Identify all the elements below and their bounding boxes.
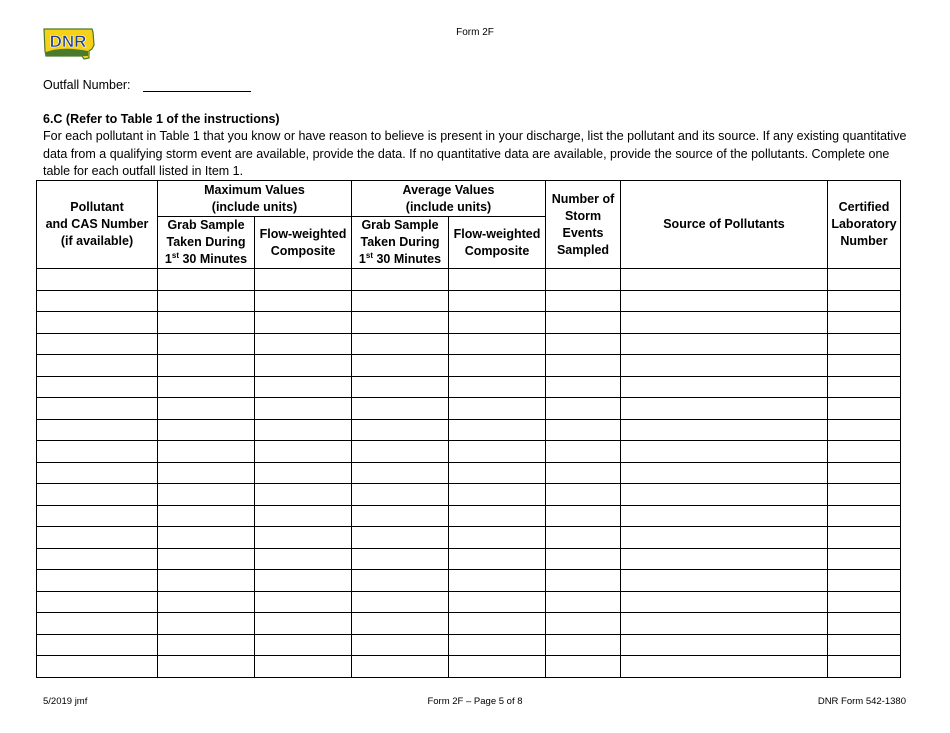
table-cell[interactable]: [828, 398, 901, 420]
table-cell[interactable]: [37, 355, 158, 377]
max-grab-rest: 30 Minutes: [179, 252, 248, 266]
table-cell[interactable]: [828, 419, 901, 441]
table-cell[interactable]: [546, 634, 621, 656]
table-cell[interactable]: [449, 333, 546, 355]
table-cell[interactable]: [352, 634, 449, 656]
table-cell[interactable]: [37, 376, 158, 398]
table-cell[interactable]: [449, 312, 546, 334]
max-grab-line3: [158, 251, 254, 268]
pollutant-table: [36, 180, 901, 678]
header-maximum-values: [158, 181, 352, 217]
table-cell[interactable]: [621, 419, 828, 441]
table-cell[interactable]: [37, 333, 158, 355]
logo-text: DNR: [49, 32, 87, 51]
table-cell[interactable]: [352, 570, 449, 592]
table-row: [37, 290, 901, 312]
table-cell[interactable]: [828, 548, 901, 570]
table-cell[interactable]: [255, 355, 352, 377]
header-storm-line3: Events: [562, 225, 604, 240]
table-cell[interactable]: [255, 613, 352, 635]
table-cell[interactable]: [255, 290, 352, 312]
table-cell[interactable]: [546, 269, 621, 291]
header-lab-line2: Laboratory: [831, 217, 897, 231]
table-cell[interactable]: [546, 376, 621, 398]
max-grab-line1: Grab Sample: [167, 218, 245, 232]
table-cell[interactable]: [621, 505, 828, 527]
table-cell[interactable]: [37, 656, 158, 678]
header-storm-line4: Sampled: [556, 242, 610, 257]
table-cell[interactable]: [828, 269, 901, 291]
table-cell[interactable]: [352, 613, 449, 635]
table-cell[interactable]: [158, 484, 255, 506]
table-row: [37, 441, 901, 463]
table-cell[interactable]: [352, 398, 449, 420]
form-title: Form 2F: [456, 27, 494, 38]
table-cell[interactable]: [828, 484, 901, 506]
max-grab-line2: Taken During: [166, 235, 246, 249]
table-cell[interactable]: [449, 634, 546, 656]
table-cell[interactable]: [546, 312, 621, 334]
table-cell[interactable]: [158, 613, 255, 635]
table-cell[interactable]: [37, 505, 158, 527]
table-cell[interactable]: [546, 570, 621, 592]
table-cell[interactable]: [828, 613, 901, 635]
table-cell[interactable]: [255, 333, 352, 355]
header-maximum-values-line1: Maximum Values: [204, 182, 305, 197]
table-cell[interactable]: [449, 419, 546, 441]
table-cell[interactable]: [449, 505, 546, 527]
max-grab-num: 1: [164, 252, 172, 266]
section-heading: 6.C (Refer to Table 1 of the instructions): [43, 112, 280, 126]
avg-grab-sup: st: [365, 250, 373, 260]
table-cell[interactable]: [158, 312, 255, 334]
table-cell[interactable]: [621, 290, 828, 312]
table-cell[interactable]: [546, 484, 621, 506]
table-cell[interactable]: [158, 376, 255, 398]
table-cell[interactable]: [621, 484, 828, 506]
avg-grab-line2: Taken During: [360, 235, 440, 249]
table-cell[interactable]: [255, 634, 352, 656]
table-cell[interactable]: [828, 505, 901, 527]
table-cell[interactable]: [255, 548, 352, 570]
table-cell[interactable]: [352, 548, 449, 570]
table-cell[interactable]: [158, 656, 255, 678]
table-cell[interactable]: [546, 355, 621, 377]
table-cell[interactable]: [449, 290, 546, 312]
table-cell[interactable]: [352, 376, 449, 398]
table-cell[interactable]: [621, 570, 828, 592]
header-pollutant-line3: (if available): [60, 234, 134, 248]
table-row: [37, 570, 901, 592]
footer-page-number: Form 2F – Page 5 of 8: [427, 696, 523, 707]
table-cell[interactable]: [37, 613, 158, 635]
table-cell[interactable]: [546, 527, 621, 549]
table-row: [37, 656, 901, 678]
header-pollutant-line2: and CAS Number: [45, 217, 149, 231]
outfall-number-row: [43, 77, 251, 92]
table-row: [37, 527, 901, 549]
max-flow-line1: Flow-weighted: [259, 226, 347, 241]
table-cell[interactable]: [352, 419, 449, 441]
header-average-values-line2: (include units): [405, 199, 492, 214]
avg-grab-num: 1: [358, 252, 366, 266]
table-cell[interactable]: [449, 527, 546, 549]
table-cell[interactable]: [621, 398, 828, 420]
table-cell[interactable]: [37, 570, 158, 592]
table-cell[interactable]: [255, 656, 352, 678]
table-cell[interactable]: [621, 591, 828, 613]
table-cell[interactable]: [828, 333, 901, 355]
table-cell[interactable]: [37, 634, 158, 656]
table-cell[interactable]: [158, 591, 255, 613]
table-row: [37, 333, 901, 355]
table-cell[interactable]: [546, 441, 621, 463]
table-cell[interactable]: [828, 376, 901, 398]
table-cell[interactable]: [546, 548, 621, 570]
table-cell[interactable]: [621, 634, 828, 656]
table-cell[interactable]: [255, 462, 352, 484]
table-cell[interactable]: [352, 312, 449, 334]
max-grab-sup: st: [171, 250, 179, 260]
table-cell[interactable]: [621, 355, 828, 377]
table-cell[interactable]: [255, 312, 352, 334]
table-cell[interactable]: [352, 355, 449, 377]
table-cell[interactable]: [255, 591, 352, 613]
table-cell[interactable]: [255, 269, 352, 291]
table-cell[interactable]: [449, 462, 546, 484]
table-cell[interactable]: [828, 570, 901, 592]
header-certified-lab: [828, 181, 901, 269]
table-cell[interactable]: [158, 634, 255, 656]
table-cell[interactable]: [37, 462, 158, 484]
table-cell[interactable]: [255, 505, 352, 527]
header-avg-flow-weighted: [449, 217, 546, 269]
table-cell[interactable]: [37, 269, 158, 291]
table-cell[interactable]: [621, 613, 828, 635]
table-cell[interactable]: [546, 591, 621, 613]
table-cell[interactable]: [828, 462, 901, 484]
table-cell[interactable]: [546, 333, 621, 355]
table-cell[interactable]: [449, 355, 546, 377]
table-cell[interactable]: [352, 505, 449, 527]
header-max-grab-sample: [158, 217, 255, 269]
table-cell[interactable]: [158, 419, 255, 441]
table-cell[interactable]: [37, 419, 158, 441]
table-row: [37, 269, 901, 291]
table-cell[interactable]: [352, 290, 449, 312]
table-cell[interactable]: [352, 269, 449, 291]
header-pollutant-line1: Pollutant: [70, 200, 124, 214]
table-cell[interactable]: [352, 441, 449, 463]
table-row: [37, 634, 901, 656]
table-row: [37, 355, 901, 377]
table-cell[interactable]: [449, 591, 546, 613]
table-row: [37, 376, 901, 398]
table-cell[interactable]: [352, 484, 449, 506]
table-cell[interactable]: [255, 527, 352, 549]
header-average-values: [352, 181, 546, 217]
table-cell[interactable]: [621, 441, 828, 463]
table-row: [37, 591, 901, 613]
footer-date: 5/2019 jmf: [43, 696, 88, 707]
table-row: [37, 419, 901, 441]
table-cell[interactable]: [158, 462, 255, 484]
table-cell[interactable]: [352, 333, 449, 355]
table-cell[interactable]: [449, 441, 546, 463]
table-cell[interactable]: [255, 419, 352, 441]
table-cell[interactable]: [449, 398, 546, 420]
table-cell[interactable]: [255, 484, 352, 506]
table-cell[interactable]: [37, 591, 158, 613]
table-cell[interactable]: [352, 591, 449, 613]
table-cell[interactable]: [158, 505, 255, 527]
table-cell[interactable]: [546, 419, 621, 441]
table-cell[interactable]: [352, 462, 449, 484]
table-cell[interactable]: [621, 527, 828, 549]
table-row: [37, 312, 901, 334]
avg-grab-line1: Grab Sample: [361, 218, 439, 232]
table-row: [37, 548, 901, 570]
table-cell[interactable]: [546, 462, 621, 484]
table-cell[interactable]: [255, 570, 352, 592]
table-cell[interactable]: [621, 376, 828, 398]
header-avg-grab-sample: [352, 217, 449, 269]
table-cell[interactable]: [37, 441, 158, 463]
table-cell[interactable]: [546, 398, 621, 420]
table-cell[interactable]: [158, 527, 255, 549]
table-cell[interactable]: [158, 570, 255, 592]
table-row: [37, 505, 901, 527]
table-cell[interactable]: [158, 398, 255, 420]
table-cell[interactable]: [37, 548, 158, 570]
table-cell[interactable]: [828, 527, 901, 549]
footer-form-number: DNR Form 542-1380: [817, 696, 906, 707]
table-row: [37, 462, 901, 484]
table-cell[interactable]: [37, 290, 158, 312]
table-cell[interactable]: [546, 505, 621, 527]
header-storm-line2: Storm: [564, 208, 602, 223]
table-cell[interactable]: [158, 269, 255, 291]
avg-grab-line3: [352, 251, 448, 268]
table-cell[interactable]: [828, 355, 901, 377]
max-flow-line2: Composite: [270, 243, 336, 258]
avg-flow-line2: Composite: [464, 243, 530, 258]
table-cell[interactable]: [449, 656, 546, 678]
table-cell[interactable]: [352, 527, 449, 549]
table-cell[interactable]: [158, 290, 255, 312]
header-lab-line1: Certified: [838, 200, 890, 214]
table-cell[interactable]: [158, 548, 255, 570]
table-cell[interactable]: [255, 376, 352, 398]
header-source-of-pollutants: Source of Pollutants: [621, 181, 828, 269]
table-cell[interactable]: [449, 269, 546, 291]
table-cell[interactable]: [621, 548, 828, 570]
table-cell[interactable]: [255, 441, 352, 463]
table-cell[interactable]: [621, 269, 828, 291]
header-storm-events: [546, 181, 621, 269]
table-cell[interactable]: [828, 591, 901, 613]
table-row: [37, 613, 901, 635]
table-row: [37, 484, 901, 506]
table-cell[interactable]: [828, 290, 901, 312]
table-cell[interactable]: [828, 441, 901, 463]
table-row: [37, 398, 901, 420]
table-cell[interactable]: [37, 312, 158, 334]
table-cell[interactable]: [255, 398, 352, 420]
header-storm-line1: Number of: [551, 191, 615, 206]
table-cell[interactable]: [828, 656, 901, 678]
outfall-number-field[interactable]: [143, 77, 251, 92]
table-cell[interactable]: [158, 333, 255, 355]
header-maximum-values-line2: (include units): [211, 199, 298, 214]
table-cell[interactable]: [37, 484, 158, 506]
pollutant-table-body: [37, 269, 901, 678]
table-cell[interactable]: [449, 570, 546, 592]
instructions-text: For each pollutant in Table 1 that you know or have reason to believe is present in your discharge, list the pollutant and its source. If any existing quantitative data from a qualifying storm event are available, provide the data. If no quantitative data are available, provide the source of the pollutants. Complete one table for each outfall listed in Item 1.: [43, 129, 907, 178]
table-cell[interactable]: [546, 613, 621, 635]
header-average-values-line1: Average Values: [402, 182, 495, 197]
table-cell[interactable]: [37, 398, 158, 420]
avg-flow-line1: Flow-weighted: [453, 226, 541, 241]
table-cell[interactable]: [352, 656, 449, 678]
table-cell[interactable]: [158, 355, 255, 377]
table-cell[interactable]: [158, 441, 255, 463]
table-cell[interactable]: [621, 656, 828, 678]
table-cell[interactable]: [37, 527, 158, 549]
header-pollutant: [37, 181, 158, 269]
table-cell[interactable]: [546, 290, 621, 312]
table-cell[interactable]: [828, 312, 901, 334]
table-cell[interactable]: [546, 656, 621, 678]
table-cell[interactable]: [828, 634, 901, 656]
table-cell[interactable]: [621, 312, 828, 334]
table-cell[interactable]: [449, 376, 546, 398]
table-cell[interactable]: [449, 484, 546, 506]
header-max-flow-weighted: [255, 217, 352, 269]
table-cell[interactable]: [621, 333, 828, 355]
table-cell[interactable]: [449, 548, 546, 570]
outfall-number-label: Outfall Number:: [43, 78, 131, 92]
header-lab-line3: Number: [840, 234, 888, 248]
table-cell[interactable]: [449, 613, 546, 635]
avg-grab-rest: 30 Minutes: [373, 252, 442, 266]
table-cell[interactable]: [621, 462, 828, 484]
